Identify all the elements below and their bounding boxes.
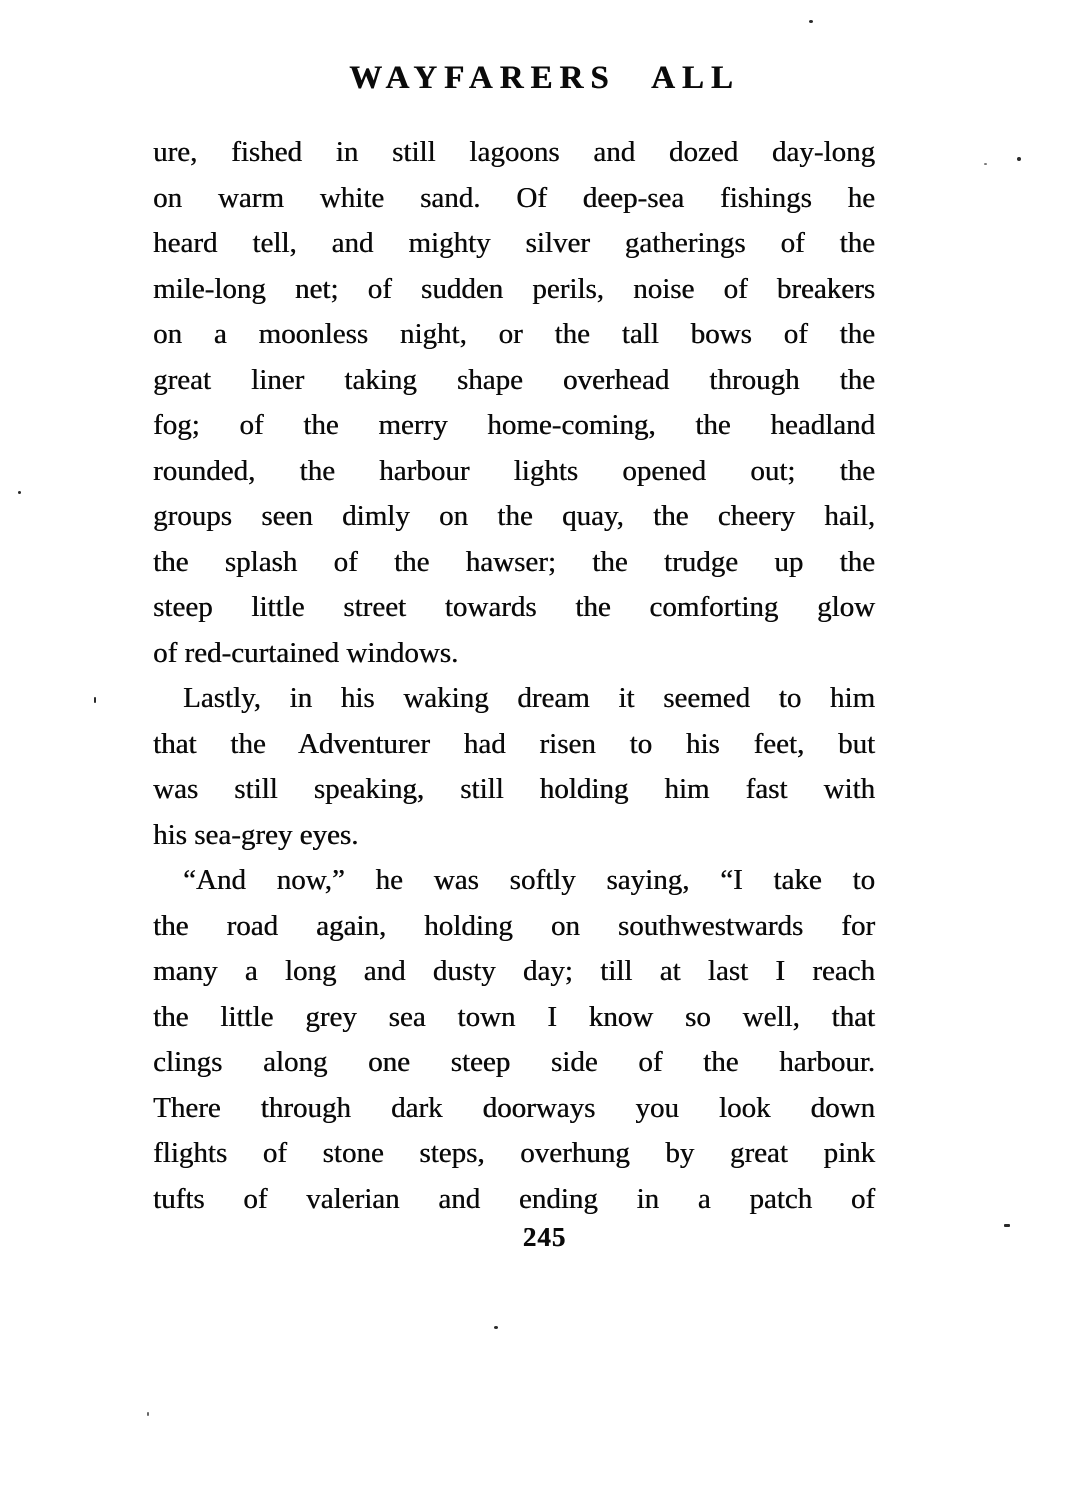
text-line: many a long and dusty day; till at last I reach	[153, 955, 875, 987]
text-line: tufts of valerian and ending in a patch of	[153, 1182, 875, 1215]
scan-speck	[494, 1326, 498, 1329]
scan-speck	[809, 20, 813, 23]
scan-speck	[1017, 157, 1021, 161]
text-line: on warm white sand. Of deep-sea fishings he	[153, 181, 875, 214]
text-line: steep little street towards the comforting glow	[153, 591, 875, 623]
text-line: of red-curtained windows.	[153, 636, 459, 669]
text-line: fog; of the merry home-coming, the headland	[153, 409, 875, 441]
text-line: the splash of the hawser; the trudge up the	[153, 545, 875, 578]
text-line: the little grey sea town I know so well, that	[153, 1000, 875, 1033]
text-block	[153, 130, 875, 1222]
text-line: on a moonless night, or the tall bows of the	[153, 318, 875, 350]
text-line: clings along one steep side of the harbour.	[153, 1046, 875, 1078]
text-line: flights of stone steps, overhung by great pink	[153, 1137, 875, 1169]
text-line: There through dark doorways you look down	[153, 1091, 875, 1124]
text-line: ure, fished in still lagoons and dozed day-long	[153, 136, 875, 168]
text-line: rounded, the harbour lights opened out; the	[153, 454, 875, 487]
text-line: the road again, holding on southwestwards for	[153, 909, 875, 942]
text-line: Lastly, in his waking dream it seemed to him	[183, 682, 875, 714]
text-line: that the Adventurer had risen to his feet, but	[153, 727, 875, 760]
text-line: his sea-grey eyes.	[153, 818, 359, 851]
text-line: great liner taking shape overhead through the	[153, 363, 875, 396]
scan-speck	[18, 491, 21, 494]
text-line: groups seen dimly on the quay, the cheery hail,	[153, 500, 875, 532]
text-line: was still speaking, still holding him fast with	[153, 773, 875, 805]
text-line: heard tell, and mighty silver gatherings of the	[153, 227, 875, 259]
page-number: 245	[522, 1222, 567, 1252]
chapter-title: WAYFARERS ALL	[349, 60, 740, 96]
scan-speck	[147, 1412, 149, 1416]
scan-speck	[984, 163, 987, 165]
scan-speck	[1004, 1224, 1010, 1227]
text-line: “And now,” he was softly saying, “I take to	[183, 864, 875, 896]
scan-speck	[94, 697, 96, 703]
text-line: mile-long net; of sudden perils, noise of breakers	[153, 272, 875, 305]
